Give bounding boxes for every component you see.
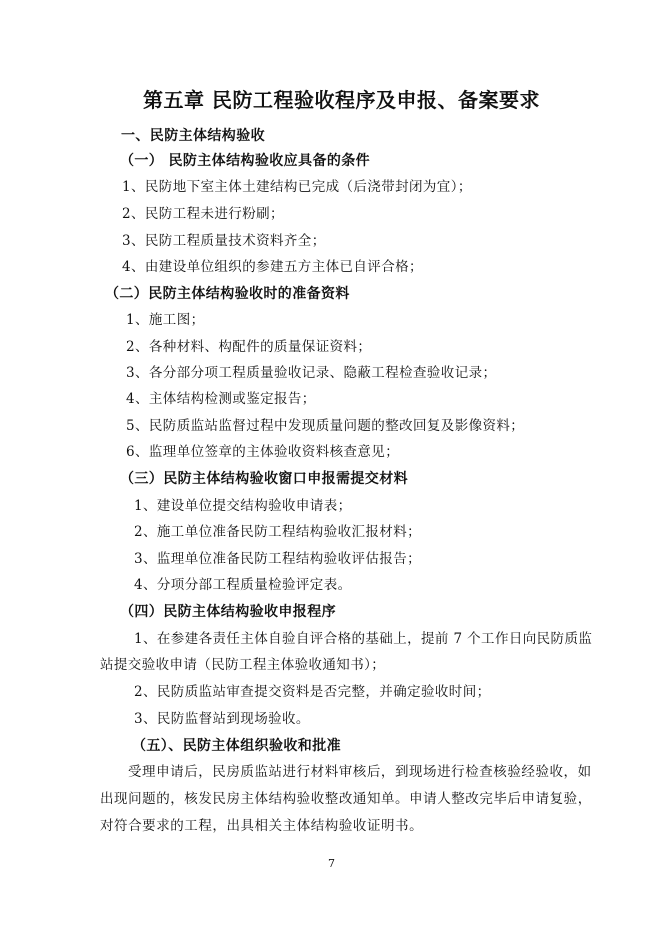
list-item: 2、施工单位准备民防工程结构验收汇报材料； [134,524,421,540]
page-number: 7 [328,857,336,870]
subsection-heading-1: （一） 民防主体结构验收应具备的条件 [120,153,371,169]
list-item: 1、建设单位提交结构验收申请表； [134,498,352,514]
list-item: 4、分项分部工程质量检验评定表。 [134,577,352,593]
list-item: 6、监理单位签章的主体验收资料核查意见； [126,444,400,460]
list-item: 3、监理单位准备民防工程结构验收评估报告； [134,551,421,567]
list-item: 1、民防地下室主体土建结构已完成（后浇带封闭为宜）； [122,179,472,195]
list-item: 2、民防工程未进行粉刷； [122,206,284,222]
chapter-title: 第五章 民防工程验收程序及申报、备案要求 [143,88,540,112]
list-item: 1、在参建各责任主体自验自评合格的基础上，提前 7 个工作日向民防质监 [134,631,593,647]
paragraph-line: 受理申请后，民房质监站进行材料审核后，到现场进行检查核验经验收，如 [128,764,592,780]
list-item: 4、主体结构检测或鉴定报告； [126,391,316,407]
subsection-heading-5: （五）、民防主体组织验收和批准 [132,738,341,754]
paragraph-line: 出现问题的，核发民房主体结构验收整改通知单。申请人整改完毕后申请复验， [100,791,592,807]
list-item: 3、民防工程质量技术资料齐全； [122,233,326,249]
section-heading-1: 一、民防主体结构验收 [121,128,265,144]
paragraph-line: 对符合要求的工程，出具相关主体结构验收证明书。 [100,818,424,834]
subsection-heading-3: （三）民防主体结构验收窗口申报需提交材料 [120,471,408,487]
list-item-continuation: 站提交验收申请（民防工程主体验收通知书）； [100,657,386,673]
list-item: 5、民防质监站监督过程中发现质量问题的整改回复及影像资料； [126,418,525,434]
list-item: 1、施工图； [126,312,205,328]
list-item: 3、各分部分项工程质量验收记录、隐蔽工程检查验收记录； [126,365,497,381]
list-item: 3、民防监督站到现场验收。 [134,711,310,727]
list-item: 2、民防质监站审查提交资料是否完整，并确定验收时间； [134,684,491,700]
list-item: 2、各种材料、构配件的质量保证资料； [126,339,372,355]
subsection-heading-4: （四）民防主体结构验收申报程序 [120,604,336,620]
subsection-heading-2: （二）民防主体结构验收时的准备资料 [105,286,350,302]
list-item: 4、由建设单位组织的参建五方主体已自评合格； [122,259,423,275]
